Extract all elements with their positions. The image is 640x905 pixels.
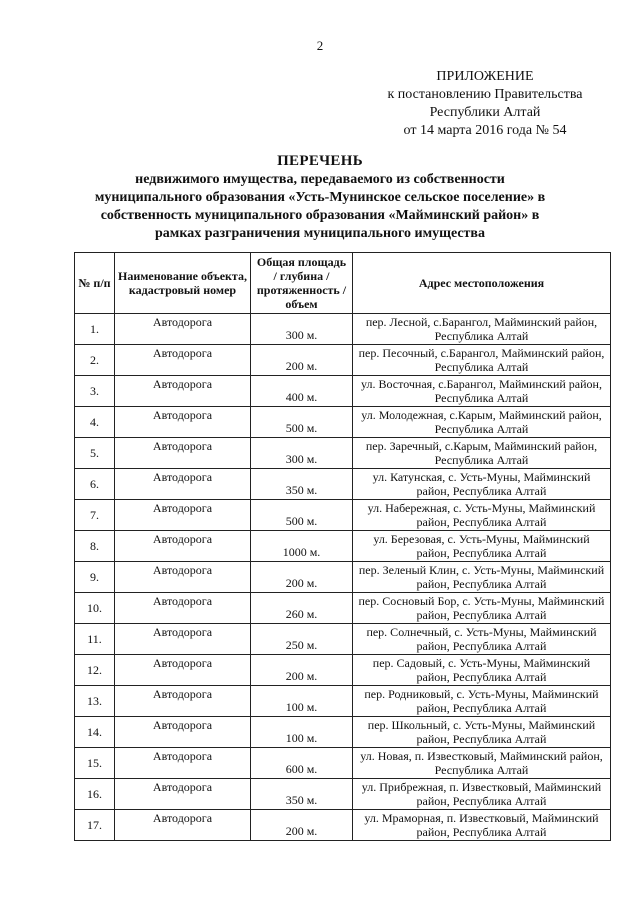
row-area: 350 м. bbox=[251, 469, 353, 500]
row-num: 14. bbox=[75, 717, 115, 748]
table-body bbox=[75, 314, 611, 841]
table-row bbox=[75, 810, 611, 841]
row-num: 16. bbox=[75, 779, 115, 810]
row-area: 500 м. bbox=[251, 407, 353, 438]
appendix-line-3: Республики Алтай bbox=[429, 105, 541, 120]
row-num: 5. bbox=[75, 438, 115, 469]
row-object-name: Автодорога bbox=[115, 345, 251, 376]
row-num: 10. bbox=[75, 593, 115, 624]
row-address: ул. Набережная, с. Усть-Муны, Майминский район, Республика Алтай bbox=[353, 500, 611, 531]
row-address: ул. Березовая, с. Усть-Муны, Майминский район, Республика Алтай bbox=[353, 531, 611, 562]
table-row bbox=[75, 345, 611, 376]
row-address: пер. Садовый, с. Усть-Муны, Майминский район, Республика Алтай bbox=[353, 655, 611, 686]
row-object-name: Автодорога bbox=[115, 655, 251, 686]
title-line-2: муниципального образования «Усть-Мунинское сельское поселение» в bbox=[94, 190, 546, 205]
row-num: 1. bbox=[75, 314, 115, 345]
row-address: пер. Школьный, с. Усть-Муны, Майминский район, Республика Алтай bbox=[353, 717, 611, 748]
row-address: пер. Песочный, с.Барангол, Майминский район, Республика Алтай bbox=[353, 345, 611, 376]
row-area: 500 м. bbox=[251, 500, 353, 531]
table-row bbox=[75, 562, 611, 593]
row-num: 6. bbox=[75, 469, 115, 500]
row-area: 400 м. bbox=[251, 376, 353, 407]
row-object-name: Автодорога bbox=[115, 779, 251, 810]
row-num: 3. bbox=[75, 376, 115, 407]
row-area: 100 м. bbox=[251, 686, 353, 717]
row-object-name: Автодорога bbox=[115, 593, 251, 624]
row-object-name: Автодорога bbox=[115, 531, 251, 562]
row-object-name: Автодорога bbox=[115, 562, 251, 593]
row-object-name: Автодорога bbox=[115, 810, 251, 841]
row-area: 1000 м. bbox=[251, 531, 353, 562]
row-address: ул. Восточная, с.Барангол, Майминский район, Республика Алтай bbox=[353, 376, 611, 407]
table-row bbox=[75, 717, 611, 748]
row-object-name: Автодорога bbox=[115, 624, 251, 655]
row-address: пер. Сосновый Бор, с. Усть-Муны, Майминский район, Республика Алтай bbox=[353, 593, 611, 624]
row-num: 11. bbox=[75, 624, 115, 655]
page-number: 2 bbox=[316, 38, 324, 53]
header-name: Наименование объекта, кадастровый номер bbox=[115, 253, 251, 314]
row-area: 350 м. bbox=[251, 779, 353, 810]
document-title bbox=[60, 152, 580, 243]
row-address: пер. Солнечный, с. Усть-Муны, Майминский район, Республика Алтай bbox=[353, 624, 611, 655]
appendix-block bbox=[360, 68, 610, 140]
row-area: 600 м. bbox=[251, 748, 353, 779]
row-num: 4. bbox=[75, 407, 115, 438]
row-object-name: Автодорога bbox=[115, 469, 251, 500]
table-row bbox=[75, 593, 611, 624]
title-line-1: недвижимого имущества, передаваемого из собственности bbox=[135, 172, 505, 187]
table-row bbox=[75, 500, 611, 531]
row-address: пер. Заречный, с.Карым, Майминский район, Республика Алтай bbox=[353, 438, 611, 469]
table-row bbox=[75, 779, 611, 810]
table-row bbox=[75, 376, 611, 407]
row-area: 200 м. bbox=[251, 810, 353, 841]
property-table bbox=[74, 252, 611, 841]
row-area: 200 м. bbox=[251, 655, 353, 686]
row-num: 15. bbox=[75, 748, 115, 779]
row-address: ул. Прибрежная, п. Известковый, Майминский район, Республика Алтай bbox=[353, 779, 611, 810]
table-row bbox=[75, 407, 611, 438]
table-row bbox=[75, 624, 611, 655]
header-num: № п/п bbox=[75, 253, 115, 314]
row-area: 300 м. bbox=[251, 438, 353, 469]
row-num: 12. bbox=[75, 655, 115, 686]
row-object-name: Автодорога bbox=[115, 500, 251, 531]
row-num: 9. bbox=[75, 562, 115, 593]
row-num: 8. bbox=[75, 531, 115, 562]
row-object-name: Автодорога bbox=[115, 748, 251, 779]
header-area: Общая площадь / глубина / протяженность / объем bbox=[251, 253, 353, 314]
row-address: пер. Зеленый Клин, с. Усть-Муны, Майминский район, Республика Алтай bbox=[353, 562, 611, 593]
table-row bbox=[75, 438, 611, 469]
row-num: 17. bbox=[75, 810, 115, 841]
appendix-line-2: к постановлению Правительства bbox=[387, 87, 583, 102]
title-line-4: рамках разграничения муниципального имущества bbox=[155, 226, 485, 241]
table-header-row bbox=[75, 253, 611, 314]
row-object-name: Автодорога bbox=[115, 438, 251, 469]
table-row bbox=[75, 469, 611, 500]
appendix-line-4: от 14 марта 2016 года № 54 bbox=[403, 123, 567, 138]
table-row bbox=[75, 748, 611, 779]
row-area: 200 м. bbox=[251, 345, 353, 376]
row-address: ул. Молодежная, с.Карым, Майминский район, Республика Алтай bbox=[353, 407, 611, 438]
row-address: ул. Мраморная, п. Известковый, Майминский район, Республика Алтай bbox=[353, 810, 611, 841]
row-object-name: Автодорога bbox=[115, 686, 251, 717]
title-line-3: собственность муниципального образования «Майминский район» в bbox=[100, 208, 540, 223]
row-num: 13. bbox=[75, 686, 115, 717]
row-object-name: Автодорога bbox=[115, 717, 251, 748]
header-address: Адрес местоположения bbox=[353, 253, 611, 314]
row-area: 260 м. bbox=[251, 593, 353, 624]
row-area: 300 м. bbox=[251, 314, 353, 345]
row-num: 7. bbox=[75, 500, 115, 531]
row-area: 100 м. bbox=[251, 717, 353, 748]
row-address: ул. Катунская, с. Усть-Муны, Майминский район, Республика Алтай bbox=[353, 469, 611, 500]
row-area: 200 м. bbox=[251, 562, 353, 593]
row-object-name: Автодорога bbox=[115, 407, 251, 438]
row-num: 2. bbox=[75, 345, 115, 376]
table-row bbox=[75, 314, 611, 345]
table-row bbox=[75, 655, 611, 686]
row-address: пер. Лесной, с.Барангол, Майминский район, Республика Алтай bbox=[353, 314, 611, 345]
table-row bbox=[75, 686, 611, 717]
row-address: ул. Новая, п. Известковый, Майминский район, Республика Алтай bbox=[353, 748, 611, 779]
row-address: пер. Родниковый, с. Усть-Муны, Майминский район, Республика Алтай bbox=[353, 686, 611, 717]
table-row bbox=[75, 531, 611, 562]
row-object-name: Автодорога bbox=[115, 376, 251, 407]
appendix-line-1: ПРИЛОЖЕНИЕ bbox=[436, 69, 534, 84]
title-heading: ПЕРЕЧЕНЬ bbox=[277, 153, 363, 169]
row-area: 250 м. bbox=[251, 624, 353, 655]
row-object-name: Автодорога bbox=[115, 314, 251, 345]
